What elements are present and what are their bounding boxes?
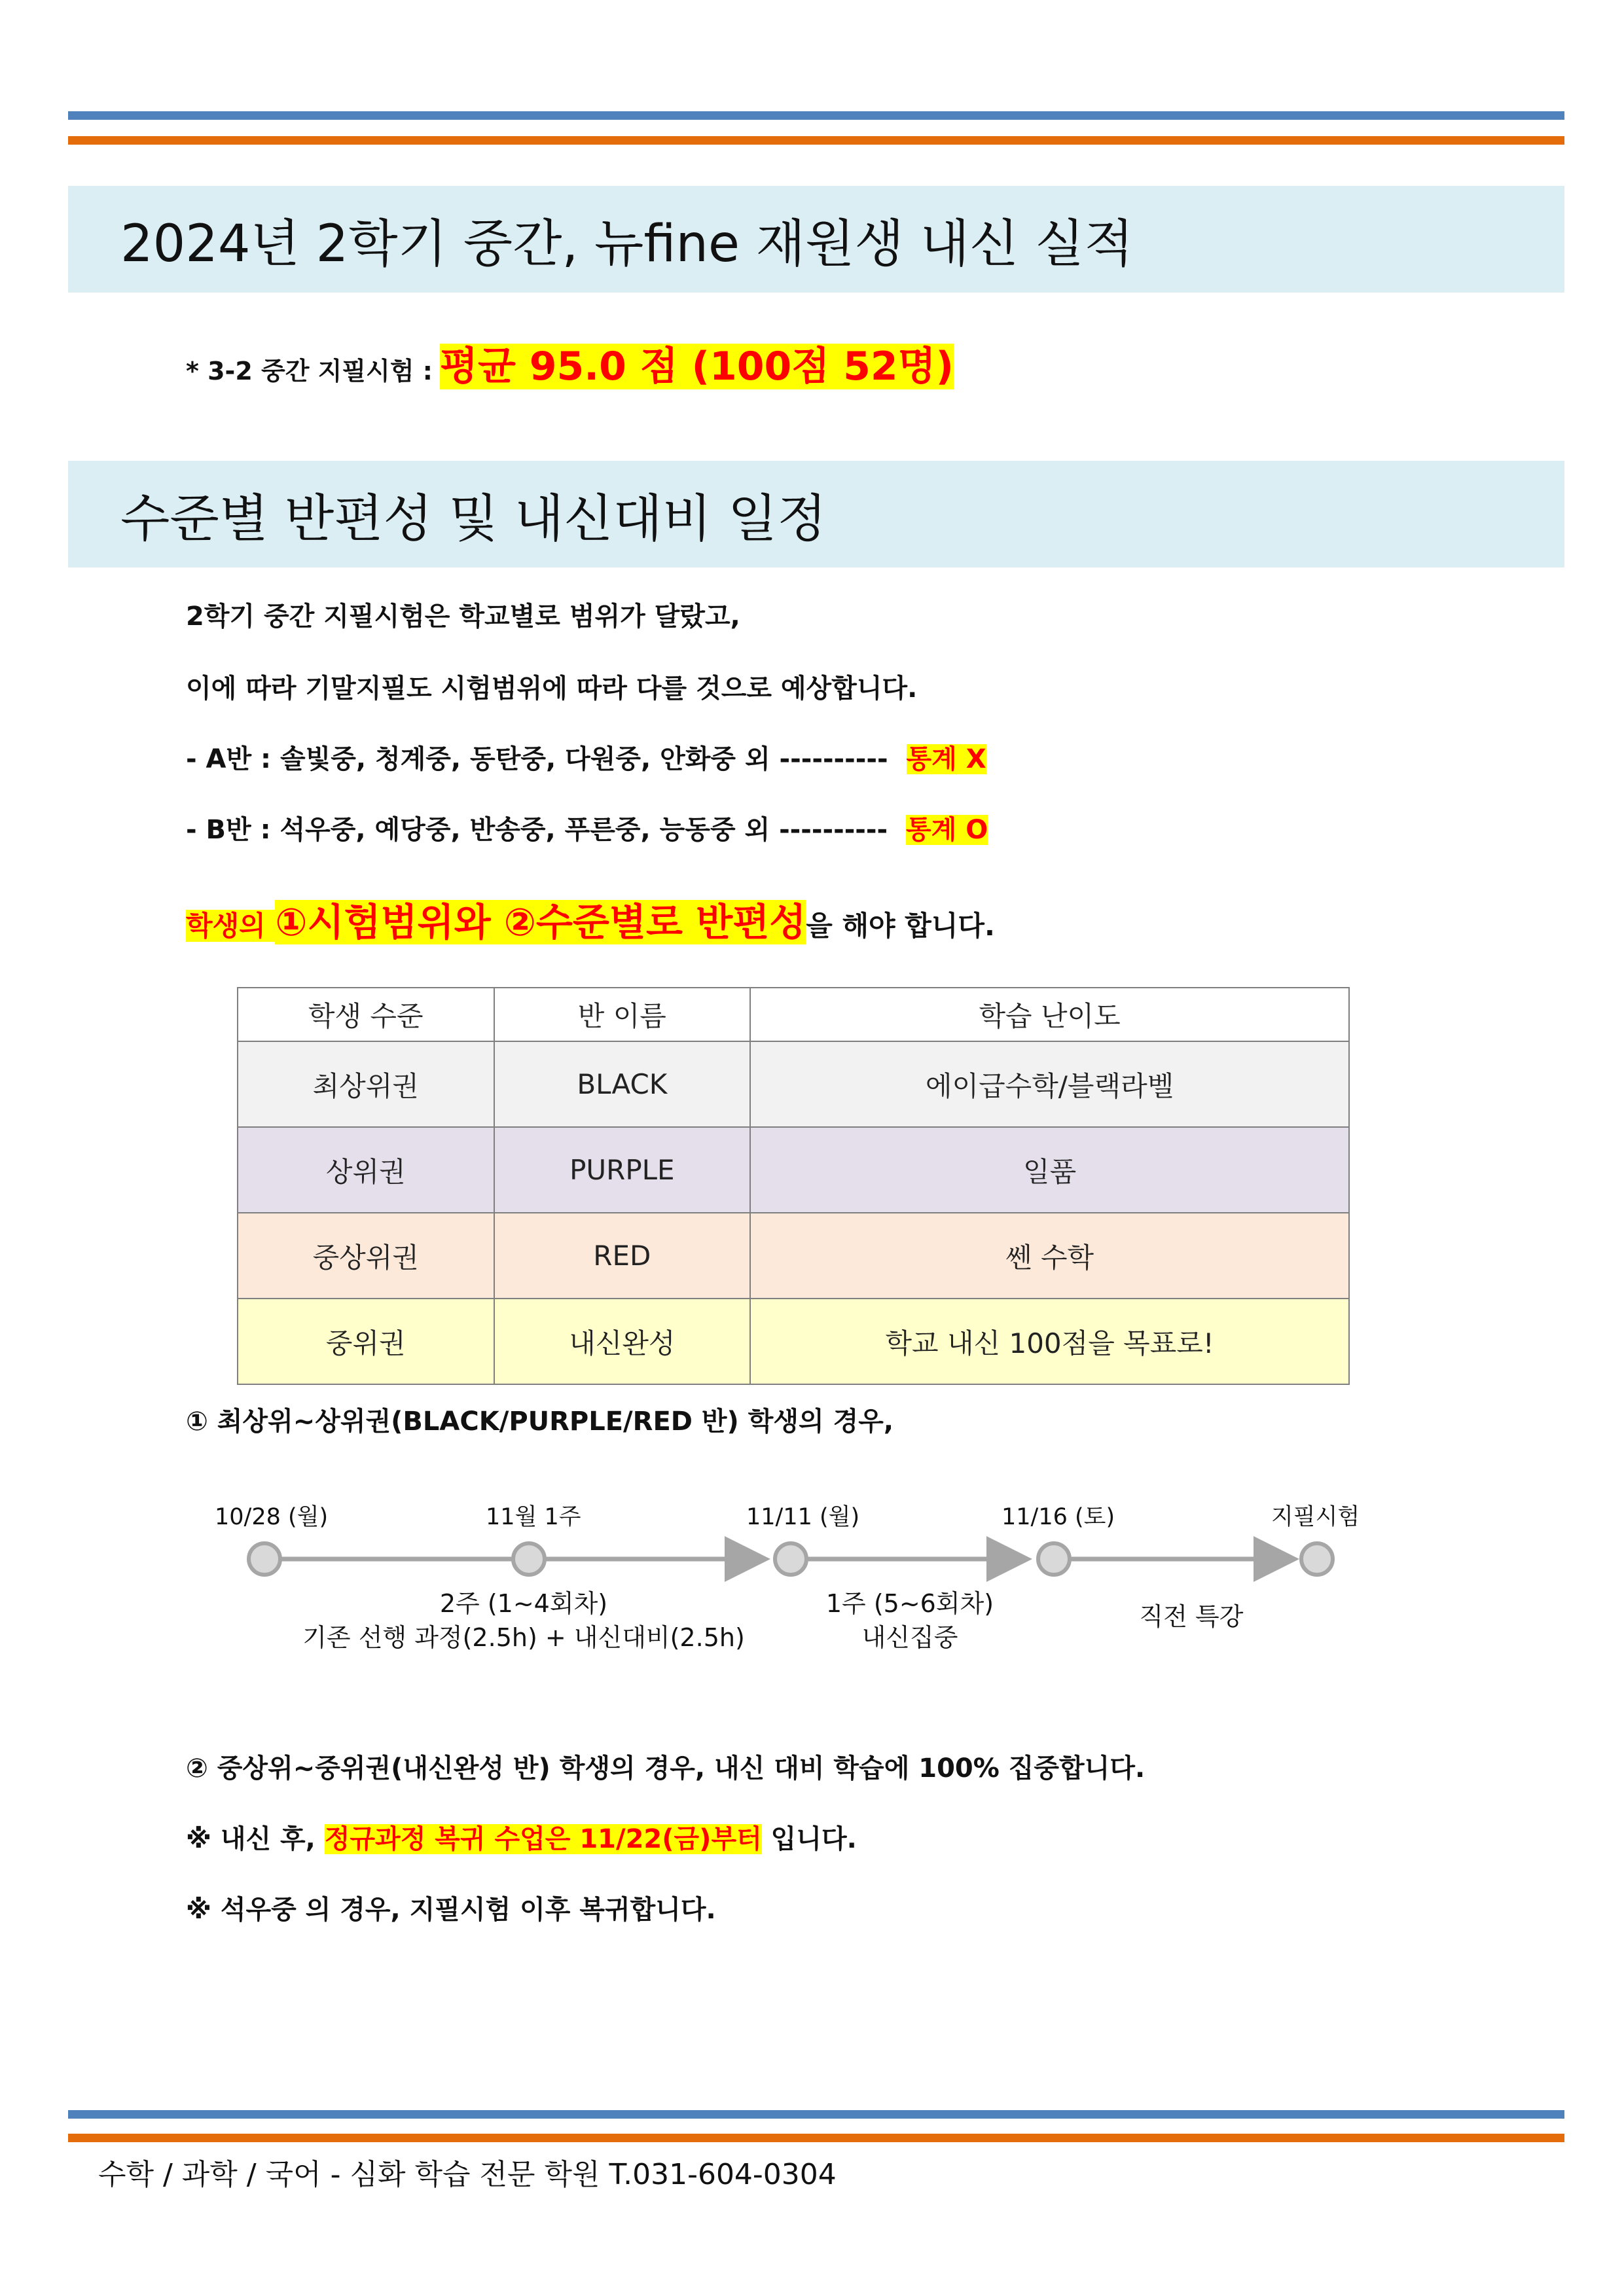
timeline-caption-3: 직전 특강: [1139, 1602, 1244, 1631]
result-label: * 3-2 중간 지필시험 :: [186, 357, 433, 386]
timeline-point-label: 11/11 (월): [746, 1504, 860, 1530]
section1-heading: [68, 186, 1564, 293]
note-3-highlight: 정규과정 복귀 수업은 11/22(금)부터: [324, 1824, 762, 1854]
table-row: [238, 1041, 1349, 1127]
class-a-stat: 통계 X: [906, 744, 986, 774]
section2-title: 수준별 반편성 및 내신대비 일정: [120, 489, 827, 548]
class-a-text: - A반 : 솔빛중, 청계중, 동탄중, 다원중, 안화중 외 ----------: [186, 744, 888, 774]
class-b-stat: 통계 O: [906, 815, 988, 845]
cell-difficulty: 쎈 수학: [750, 1213, 1349, 1299]
timeline-caption-1: [262, 1587, 785, 1655]
note-3-prefix: ※ 내신 후,: [186, 1824, 325, 1854]
bottom-blue-rule: [68, 2110, 1564, 2119]
emphasis-suffix: 을 해야 합니다.: [806, 910, 995, 942]
section2-heading: [68, 461, 1564, 567]
timeline-point-label: 지필시험: [1271, 1504, 1360, 1530]
note-3-suffix: 입니다.: [761, 1824, 857, 1854]
class-b-line: [186, 809, 988, 846]
table-row: [238, 1127, 1349, 1213]
cell-level: 중상위권: [238, 1213, 494, 1299]
timeline-node: [1038, 1543, 1070, 1575]
result-value: 평균 95.0 점 (100점 52명): [439, 344, 954, 389]
top-orange-rule: [68, 136, 1564, 145]
timeline-caption-2: [792, 1587, 1028, 1655]
class-a-line: [186, 738, 986, 776]
caption-1-line-2: 기존 선행 과정(2.5h) + 내신대비(2.5h): [302, 1623, 745, 1652]
cell-class: PURPLE: [494, 1127, 751, 1213]
top-blue-rule: [68, 111, 1564, 120]
cell-difficulty: 학교 내신 100점을 목표로!: [750, 1299, 1349, 1384]
timeline-node: [775, 1543, 806, 1575]
levels-table: [237, 987, 1350, 1385]
cell-class: 내신완성: [494, 1299, 751, 1384]
result-line: [186, 335, 954, 391]
cell-level: 중위권: [238, 1299, 494, 1384]
caption-2-line-1: 1주 (5~6회차): [825, 1589, 994, 1618]
cell-class: BLACK: [494, 1041, 751, 1127]
timeline-point-label: 10/28 (월): [215, 1504, 329, 1530]
bottom-orange-rule: [68, 2134, 1564, 2142]
emphasis-prefix: 학생의: [186, 910, 276, 942]
note-4: ※ 석우중 의 경우, 지필시험 이후 복귀합니다.: [186, 1895, 716, 1925]
caption-1-line-1: 2주 (1~4회차): [439, 1589, 608, 1618]
cell-difficulty: 에이급수학/블랙라벨: [750, 1041, 1349, 1127]
emphasis-main: ①시험범위와 ②수준별로 반편성: [275, 900, 806, 944]
emphasis-line: [186, 891, 995, 946]
note-3: [186, 1818, 857, 1856]
paragraph-1: 2학기 중간 지필시험은 학교별로 범위가 달랐고,: [186, 601, 740, 632]
timeline-graphic: [236, 1532, 1335, 1590]
cell-level: 상위권: [238, 1127, 494, 1213]
header-level: 학생 수준: [238, 988, 494, 1041]
cell-level: 최상위권: [238, 1041, 494, 1127]
timeline-node: [513, 1543, 545, 1575]
header-class: 반 이름: [494, 988, 751, 1041]
timeline-point-label: 11월 1주: [486, 1504, 581, 1530]
class-b-text: - B반 : 석우중, 예당중, 반송중, 푸른중, 능동중 외 ----------: [186, 815, 888, 845]
caption-2-line-2: 내신집중: [861, 1623, 958, 1652]
timeline-node: [1301, 1543, 1333, 1575]
cell-class: RED: [494, 1213, 751, 1299]
paragraph-2: 이에 따라 기말지필도 시험범위에 따라 다를 것으로 예상합니다.: [186, 673, 918, 704]
section1-title: 2024년 2학기 중간, 뉴fine 재원생 내신 실적: [120, 214, 1134, 274]
note-2: ② 중상위~중위권(내신완성 반) 학생의 경우, 내신 대비 학습에 100% 집중합니다.: [186, 1753, 1146, 1784]
timeline-node: [249, 1543, 280, 1575]
table-row: [238, 1213, 1349, 1299]
note-1: ① 최상위~상위권(BLACK/PURPLE/RED 반) 학생의 경우,: [186, 1407, 894, 1437]
footer-text: 수학 / 과학 / 국어 - 심화 학습 전문 학원 T.031-604-0304: [98, 2158, 837, 2191]
table-header-row: [238, 988, 1349, 1041]
timeline-point-label: 11/16 (토): [1001, 1504, 1115, 1530]
table-row: [238, 1299, 1349, 1384]
cell-difficulty: 일품: [750, 1127, 1349, 1213]
header-difficulty: 학습 난이도: [750, 988, 1349, 1041]
